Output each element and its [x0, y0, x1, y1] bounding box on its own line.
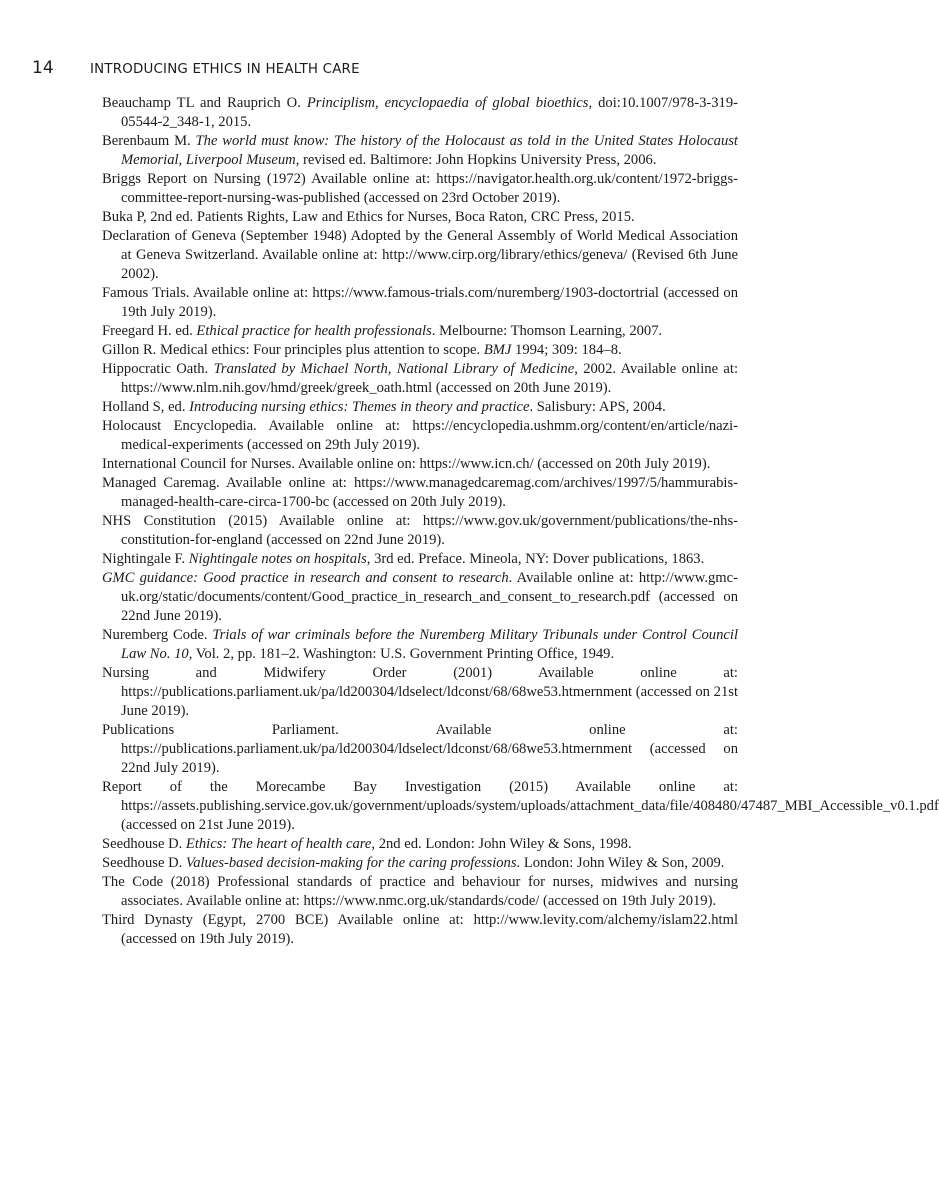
reference-text: 1994; 309: 184–8.: [511, 342, 622, 358]
reference-text: Freegard H. ed.: [102, 323, 197, 339]
reference-text: Seedhouse D.: [102, 836, 186, 852]
running-title: INTRODUCING ETHICS IN HEALTH CARE: [90, 62, 360, 77]
reference-entry: [102, 512, 738, 550]
reference-text: , Vol. 2, pp. 181–2. Washington: U.S. Government Printing Office, 1949.: [188, 646, 615, 662]
reference-entry: [102, 208, 738, 227]
reference-entry: [102, 227, 738, 284]
reference-title-italic: Values-based decision-making for the caring professions: [185, 855, 517, 871]
reference-text: . Salisbury: APS, 2004.: [529, 399, 666, 415]
reference-entry: [102, 94, 738, 132]
running-head: [32, 58, 360, 82]
reference-text: NHS Constitution (2015) Available online at: https://www.gov.uk/government/publications/the-nhs-constitution-for-england (accessed on 22nd June 2019).: [102, 513, 738, 548]
reference-title-italic: Introducing nursing ethics: Themes in theory and practice: [189, 399, 530, 415]
reference-text: , 2002. Available online at: https://www.nlm.nih.gov/hmd/greek/greek_oath.html (accessed on 20th June 2019).: [121, 361, 738, 396]
reference-entry: [102, 284, 738, 322]
reference-entry: [102, 341, 738, 360]
reference-entry: [102, 455, 738, 474]
reference-entry: [102, 170, 738, 208]
reference-text: , revised ed. Baltimore: John Hopkins University Press, 2006.: [295, 152, 657, 168]
reference-text: Holocaust Encyclopedia. Available online at: https://encyclopedia.ushmm.org/content/en/article/nazi-medical-experiments (accessed on 29th July 2019).: [102, 418, 738, 453]
reference-entry: [102, 835, 738, 854]
reference-text: Hippocratic Oath.: [102, 361, 214, 377]
reference-title-italic: Trials of war criminals before the Nuremberg Military Tribunals under Control Council Law No. 10: [121, 627, 738, 662]
reference-entry: [102, 873, 738, 911]
reference-entry: [102, 550, 738, 569]
reference-entry: [102, 778, 939, 835]
reference-text: International Council for Nurses. Available online on: https://www.icn.ch/ (accessed on 20th July 2019).: [102, 456, 711, 472]
reference-text: Nuremberg Code.: [102, 627, 213, 643]
reference-entry: [102, 474, 738, 512]
reference-entry: [102, 854, 738, 873]
reference-title-italic: The world must know: The history of the Holocaust as told in the United States Holocaust Memorial, Liverpool Museum: [121, 133, 738, 168]
reference-text: Seedhouse D.: [102, 855, 186, 871]
reference-text: Beauchamp TL and Rauprich O.: [102, 95, 307, 111]
reference-title-italic: Nightingale notes on hospitals: [188, 551, 367, 567]
reference-entry: [102, 398, 738, 417]
reference-text: , doi:10.1007/978-3-319-05544-2_348-1, 2015.: [121, 95, 738, 130]
reference-text: Holland S, ed.: [102, 399, 190, 415]
reference-entry: [102, 911, 738, 949]
reference-text: Declaration of Geneva (September 1948) Adopted by the General Assembly of World Medical Association at Geneva Switzerland. Available online at: http://www.cirp.org/library/ethics/geneva/ (Revised 6th June 2002).: [102, 228, 738, 282]
reference-title-italic: GMC guidance: Good practice in research and consent to research: [102, 570, 509, 586]
reference-text: Managed Caremag. Available online at: https://www.managedcaremag.com/archives/1997/5/hammurabis-managed-health-care-circa-1700-bc (accessed on 20th July 2019).: [102, 475, 738, 510]
reference-text: . Melbourne: Thomson Learning, 2007.: [431, 323, 663, 339]
page-number: 14: [32, 58, 54, 78]
reference-text: Berenbaum M.: [102, 133, 196, 149]
reference-text: Briggs Report on Nursing (1972) Available online at: https://navigator.health.org.uk/content/1972-briggs-committee-report-nursing-was-published (accessed on 23rd October 2019).: [102, 171, 738, 206]
reference-entry: [102, 132, 738, 170]
reference-text: , 2nd ed. London: John Wiley & Sons, 1998.: [371, 836, 632, 852]
reference-text: Buka P, 2nd ed. Patients Rights, Law and Ethics for Nurses, Boca Raton, CRC Press, 2015.: [102, 209, 635, 225]
reference-text: Famous Trials. Available online at: https://www.famous-trials.com/nuremberg/1903-doctortrial (accessed on 19th July 2019).: [102, 285, 738, 320]
reference-text: . London: John Wiley & Son, 2009.: [516, 855, 725, 871]
reference-entry: [102, 417, 738, 455]
reference-text: The Code (2018) Professional standards of practice and behaviour for nurses, midwives and nursing associates. Available online at: https://www.nmc.org.uk/standards/code/ (accessed on 19th July 2019).: [102, 874, 738, 909]
reference-text: Third Dynasty (Egypt, 2700 BCE) Available online at: http://www.levity.com/alchemy/islam22.html (accessed on 19th July 2019).: [102, 912, 738, 947]
reference-text: Nightingale F.: [102, 551, 189, 567]
reference-entry: [102, 569, 738, 626]
reference-entry: [102, 664, 738, 721]
reference-title-italic: Translated by Michael North, National Library of Medicine: [213, 361, 575, 377]
reference-title-italic: Ethics: The heart of health care: [185, 836, 372, 852]
reference-title-italic: Principlism, encyclopaedia of global bioethics: [306, 95, 589, 111]
reference-title-italic: Ethical practice for health professionals: [196, 323, 432, 339]
reference-entry: [102, 626, 738, 664]
reference-text: Nursing and Midwifery Order (2001) Available online at: https://publications.parliament.uk/pa/ld200304/ldselect/ldconst/68/68we53.htmernment (accessed on 21st June 2019).: [102, 665, 738, 719]
reference-entry: [102, 360, 738, 398]
reference-entry: [102, 322, 738, 341]
reference-text: Publications Parliament. Available online at: https://publications.parliament.uk/pa/ld200304/ldselect/ldconst/68/68we53.htmernment (accessed on 22nd July 2019).: [102, 722, 738, 776]
reference-list: [102, 94, 939, 949]
reference-text: . Available online at: http://www.gmc-uk.org/static/documents/content/Good_practice_in_research_and_consent_to_research.pdf (accessed on 22nd June 2019).: [121, 570, 738, 624]
reference-text: , 3rd ed. Preface. Mineola, NY: Dover publications, 1863.: [366, 551, 705, 567]
reference-text: Report of the Morecambe Bay Investigation (2015) Available online at: https://assets.publishing.service.gov.uk/government/uploads/system/uploads/attachment_data/file/408480/47487_MBI_Accessible_v0.1.pdf (accessed on 21st June 2019).: [102, 779, 939, 833]
reference-title-italic: BMJ: [483, 342, 512, 358]
reference-entry: [102, 721, 738, 778]
reference-text: Gillon R. Medical ethics: Four principles plus attention to scope.: [102, 342, 484, 358]
